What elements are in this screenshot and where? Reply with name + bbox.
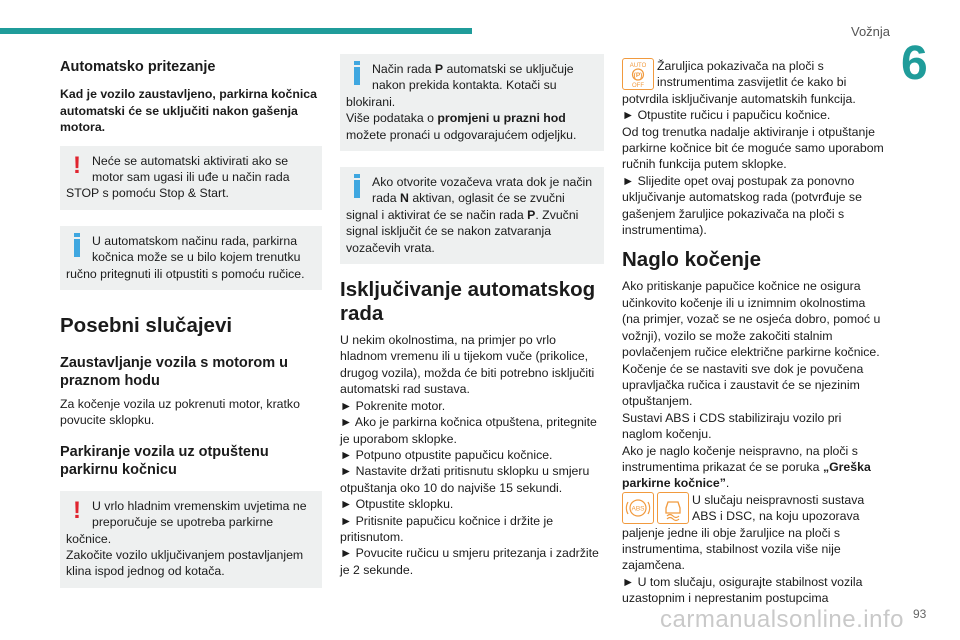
info-icon (346, 174, 368, 200)
section-name: Vožnja (851, 24, 891, 39)
watermark-url: carmanualsonline.info (660, 606, 904, 633)
stability-control-icon (657, 492, 689, 524)
info2-bold: promjeni u prazni hod (437, 111, 566, 126)
final-step: ► U tom slučaju, osigurajte stabilnost vozila uzastopnim i neprestanim postupcima (622, 574, 863, 606)
info-note-2 (340, 54, 604, 151)
info2-text-c: Više podataka o (346, 111, 438, 126)
disable-step-1: ► Pokrenite motor. (340, 398, 446, 413)
svg-text:ABS: ABS (631, 505, 645, 513)
chapter-number: 6 (901, 37, 928, 90)
fault-text-a: Ako je naglo kočenje neispravno, na ploči s instrumentima prikazat će se poruka (622, 443, 858, 474)
info-note-3 (340, 167, 604, 264)
page-number: 93 (913, 607, 927, 621)
brake-text: Ako pritiskanje papučice kočnice ne osigura učinkovito kočenje ili u iznimnim okolnostima (na primjer, vozač se ne osjeća dobro, pomoć u vožnji), vozilo se može zakočiti stalnim povlačenjem ručice električne parkirne kočnice. Kočenje će se nastaviti sve dok je povučena upravljačka ručica i zaustavit će se njezinim otpuštanjem. (622, 279, 881, 409)
mode-p: P (527, 207, 536, 222)
warning-note-1 (60, 146, 322, 210)
svg-text:(P): (P) (633, 72, 643, 79)
header-accent-bar (0, 28, 472, 34)
brake-title: Naglo kočenje (622, 248, 761, 272)
abs-block (622, 492, 884, 574)
lamp-step-2: Od tog trenutka nadalje aktiviranje i otpuštanje parkirne kočnice bit će moguće samo uporabom ručnih funkcija putem sklopke. (622, 124, 884, 172)
lamp-step-3: ► Slijedite opet ovaj postupak za ponovno uključivanje automatskog rada (potvrđuje se gašenjem žaruljice pokazivača na ploči s instrumentima). (622, 173, 862, 238)
info3-text-a: Ako otvorite vozačeva vrata dok je način rada (372, 175, 593, 206)
disable-step-5: ► Otpustite sklopku. (340, 497, 454, 512)
info2-text-b: automatski se uključuje nakon prekida kontakta. Kotači su blokirani. (346, 62, 574, 109)
disable-step-2: ► Ako je parkirna kočnica otpuštena, pritegnite je uporabom sklopke. (340, 415, 597, 446)
fault-message: „Greška parkirne kočnice” (622, 459, 871, 491)
fault-text-b: . (725, 476, 730, 491)
column-1 (60, 52, 322, 588)
auto-parking-brake-off-icon (622, 58, 654, 90)
info3-text-c: . Zvučni signal isključit će se nakon zatvaranja vozačevih vrata. (346, 207, 579, 255)
info-text-1: U automatskom načinu rada, parkirna kočnica može se u bilo kojem trenutku ručno pritegnuti ili otpustiti s pomoću ručice. (66, 233, 305, 281)
svg-text:AUTO: AUTO (629, 63, 647, 69)
disable-step-7: ► Povucite ručicu u smjeru pritezanja i zadržite je 2 sekunde. (340, 546, 599, 577)
released-title: Parkiranje vozila uz otpuštenu parkirnu kočnicu (60, 443, 269, 478)
svg-text:OFF: OFF (632, 83, 644, 88)
info3-text-b: aktivan, oglasit će se zvučni signal i aktivirat će se način rada (346, 191, 565, 222)
disable-step-6: ► Pritisnite papučicu kočnice i držite je pritisnutom. (340, 513, 554, 544)
info2-text-d: možete pronaći u odgovarajućem odjeljku. (346, 127, 577, 142)
info-icon (66, 233, 88, 259)
idle-text: Za kočenje vozila uz pokrenuti motor, kratko povucite sklopku. (60, 396, 300, 428)
disable-step-3: ► Potpuno otpustite papučicu kočnice. (340, 447, 553, 462)
auto-title: Automatsko pritezanje (60, 59, 216, 75)
abs-warning-icon (622, 492, 654, 524)
column-3 (622, 58, 884, 607)
info2-text-a: Način rada (372, 62, 435, 76)
info-note-1 (60, 226, 322, 290)
warning-icon: ! (73, 151, 81, 179)
abs-fault-text: U slučaju neispravnosti sustava ABS i DSC, na koju upozorava paljenje jedne ili obje žaruljice na ploči s instrumentima, stabilnost vozila više nije zajamčena. (622, 492, 865, 573)
mode-n: N (400, 191, 409, 206)
lamp-step-1: ► Otpustite ručicu i papučicu kočnice. (622, 108, 831, 123)
fault-text (622, 443, 884, 492)
lamp-text: Žaruljica pokazivača na ploči s instrumentima zasvijetlit će kako bi potvrdila isključivanje automatskih funkcija. (622, 59, 856, 106)
warning-text-2b: Zakočite vozilo uključivanjem postavljanjem klina ispod jednog od kotača. (66, 547, 304, 579)
info-icon (346, 61, 368, 87)
special-title: Posebni slučajevi (60, 313, 233, 337)
mode-p: P (434, 62, 444, 76)
abs-text: Sustavi ABS i CDS stabiliziraju vozilo pri naglom kočenju. (622, 410, 842, 442)
disable-step-4: ► Nastavite držati pritisnutu sklopku u smjeru otpuštanja oko 10 do najviše 15 sekundi. (340, 464, 590, 495)
warning-note-2 (60, 491, 322, 588)
auto-lead: Kad je vozilo zaustavljeno, parkirna kočnica automatski će se uključiti nakon gašenja motora. (60, 87, 317, 134)
lamp-block (622, 58, 884, 107)
disable-title: Isključivanje automatskog rada (340, 278, 596, 326)
disable-intro: U nekim okolnostima, na primjer po vrlo hladnom vremenu ili u tijekom vuče (prikolice, drugog vozila), možda će biti potrebno isključiti automatski rad sustava. (340, 333, 595, 397)
warning-text-1: Neće se automatski aktivirati ako se motor sam ugasi ili uđe u način rada STOP s pomoću Stop & Start. (66, 153, 290, 201)
warning-text-2a: U vrlo hladnim vremenskim uvjetima ne preporučuje se upotreba parkirne kočnice. (66, 498, 307, 546)
idle-title: Zaustavljanje vozila s motorom u praznom hodu (60, 354, 289, 389)
warning-icon: ! (73, 496, 81, 524)
column-2 (340, 54, 604, 578)
